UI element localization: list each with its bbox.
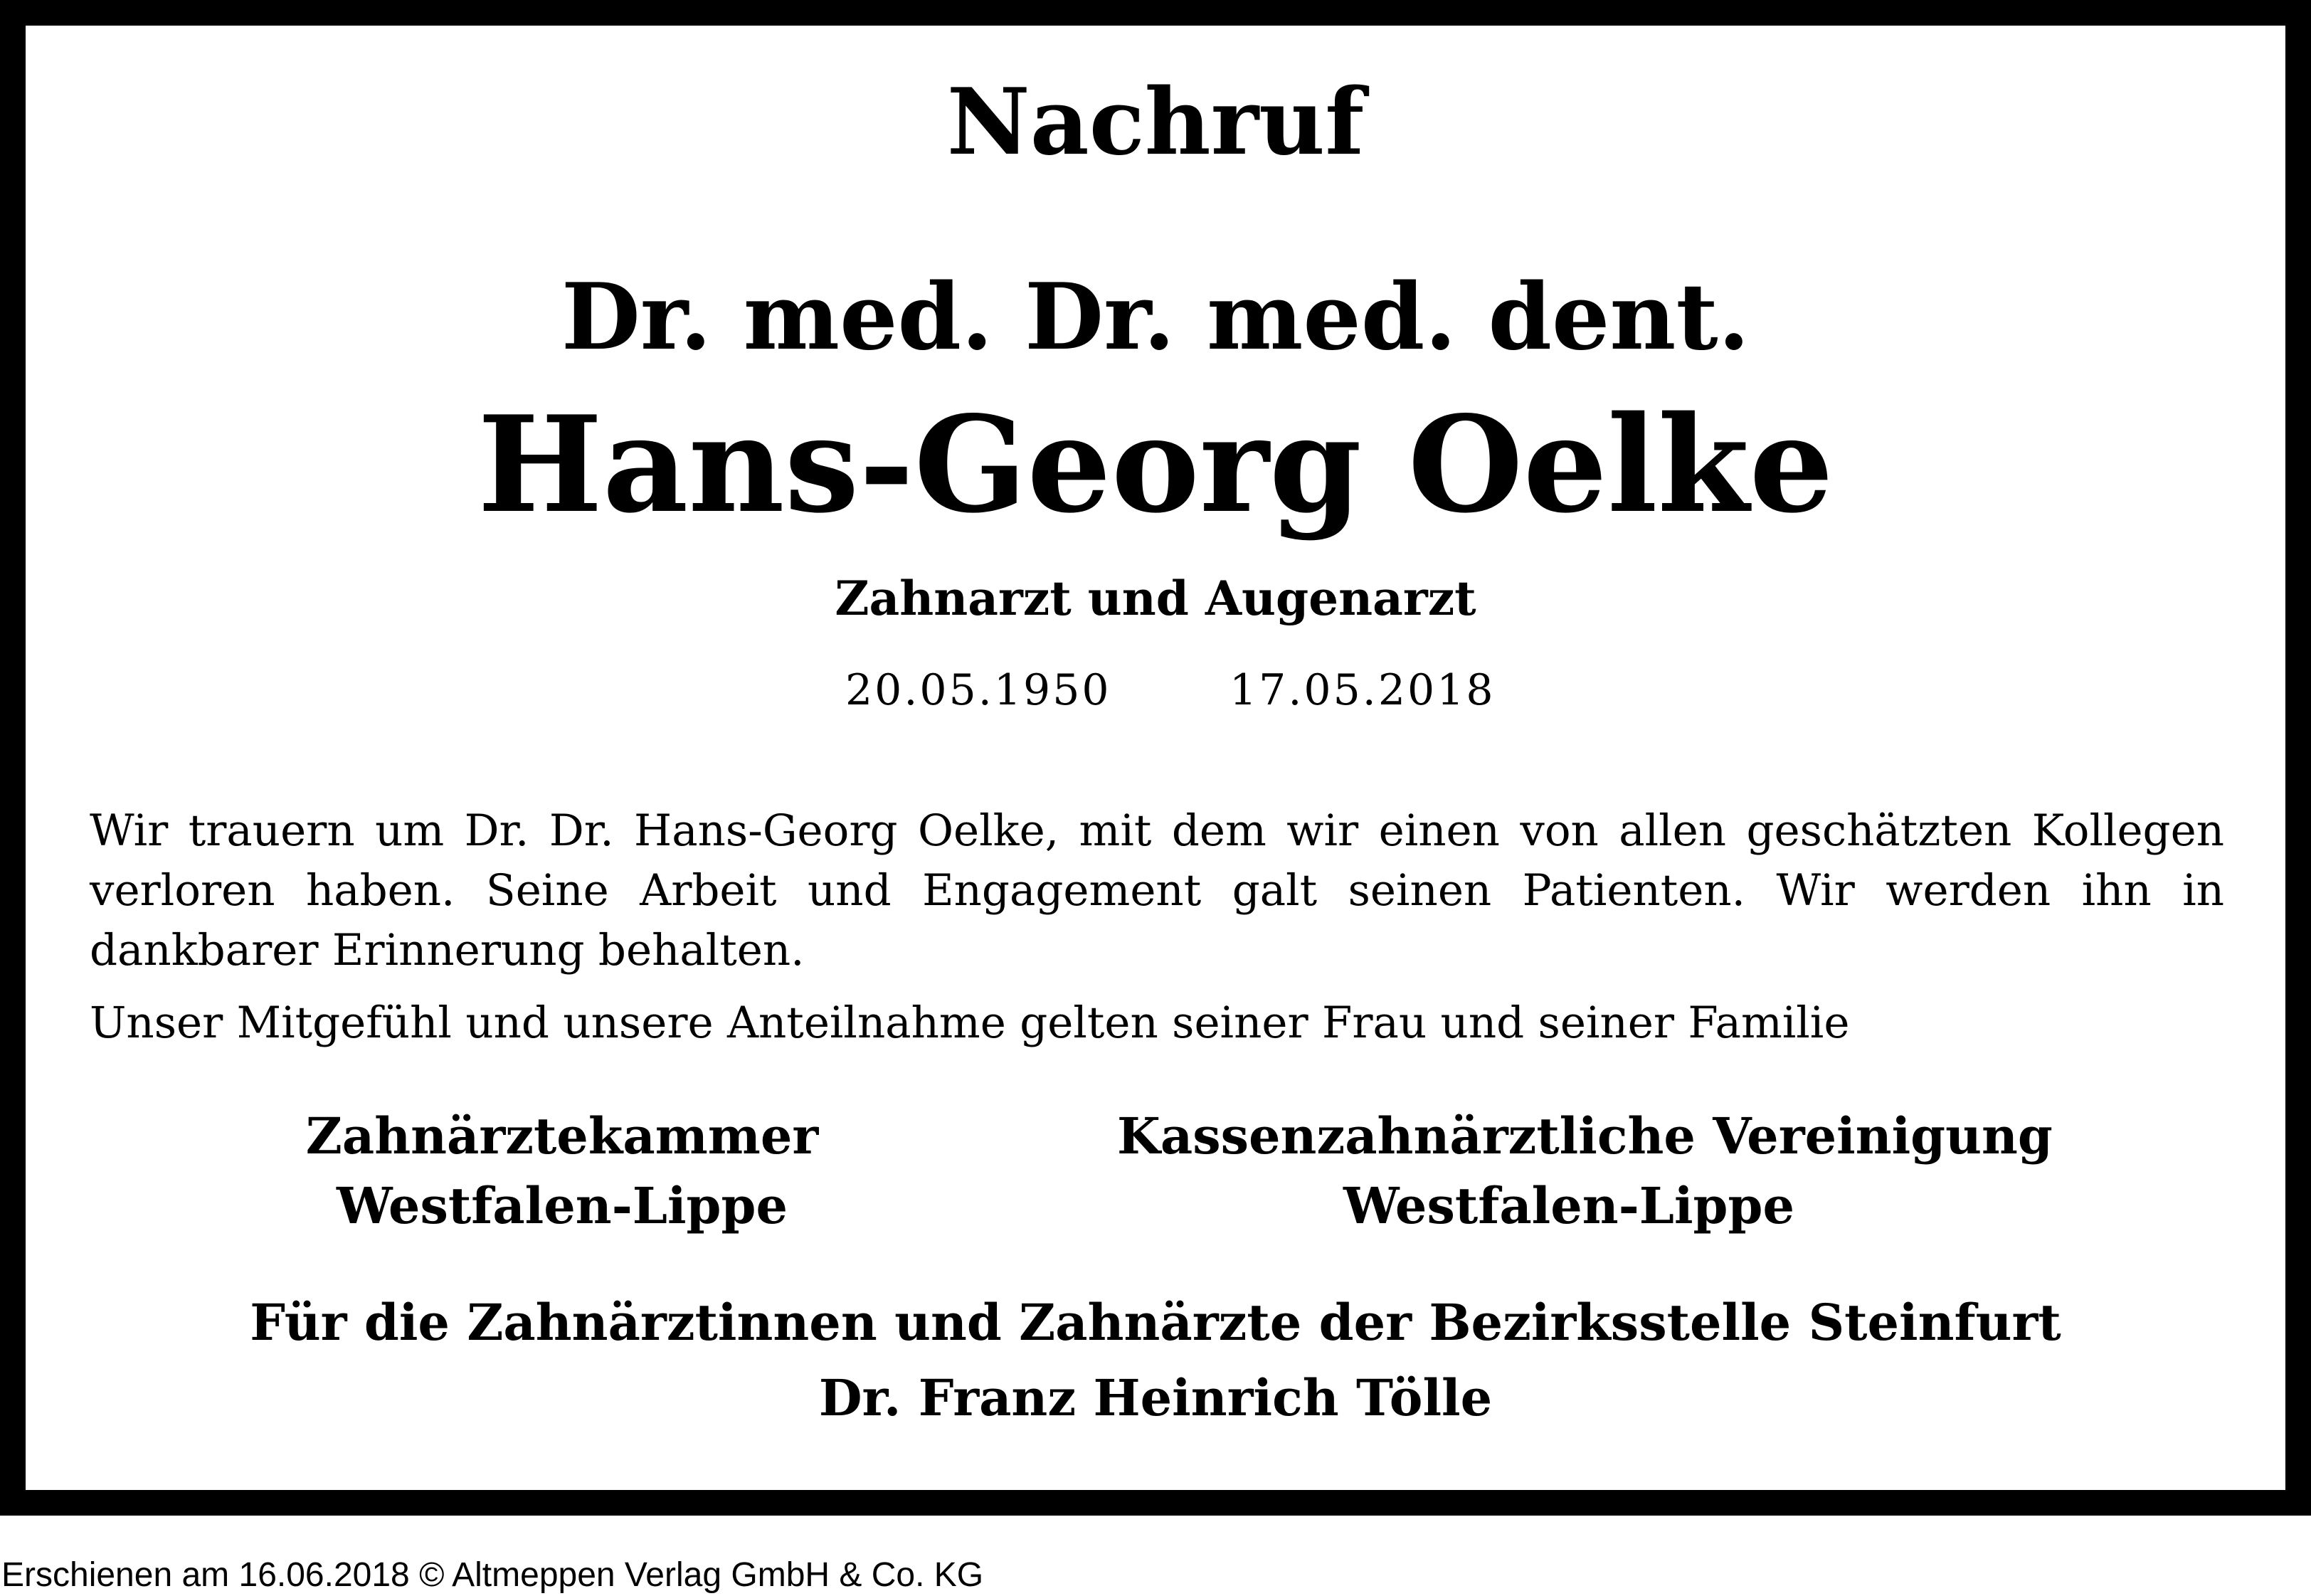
signatory: Dr. Franz Heinrich Tölle	[818, 1368, 1493, 1427]
organization-dental-chamber	[270, 1101, 854, 1241]
closing-block	[0, 1285, 2311, 1436]
date-of-death: 17.05.2018	[1229, 665, 1496, 715]
date-of-birth: 20.05.1950	[845, 665, 1111, 715]
organization-name: Zahnärztekammer	[305, 1106, 819, 1166]
closing-line: Für die Zahnärztinnen und Zahnärzte der Bezirksstelle Steinfurt	[250, 1293, 2061, 1352]
organization-region: Westfalen-Lippe	[337, 1176, 788, 1235]
sympathy-paragraph: Unser Mitgefühl und unsere Anteilnahme gelten seiner Frau und seiner Familie	[90, 998, 1850, 1048]
notice-heading: Nachruf	[946, 69, 1365, 176]
organization-name: Kassenzahnärztliche Vereinigung	[1117, 1106, 2053, 1166]
profession: Zahnarzt und Augenarzt	[835, 571, 1476, 626]
organization-kzv	[1117, 1101, 2053, 1241]
academic-degree: Dr. med. Dr. med. dent.	[561, 264, 1750, 371]
organization-region: Westfalen-Lippe	[1343, 1176, 1794, 1235]
deceased-name: Hans-Georg Oelke	[477, 386, 1834, 542]
publication-footer: Erschienen am 16.06.2018 © Altmeppen Verlag GmbH & Co. KG	[1, 1556, 984, 1594]
condolence-paragraph: Wir trauern um Dr. Dr. Hans-Georg Oelke, mit dem wir einen von allen geschätzten Kollegen verloren haben. Seine Arbeit und Engagement galt seinen Patienten. Wir werden ihn in dankbarer Erinnerung behalten.	[90, 805, 2224, 976]
